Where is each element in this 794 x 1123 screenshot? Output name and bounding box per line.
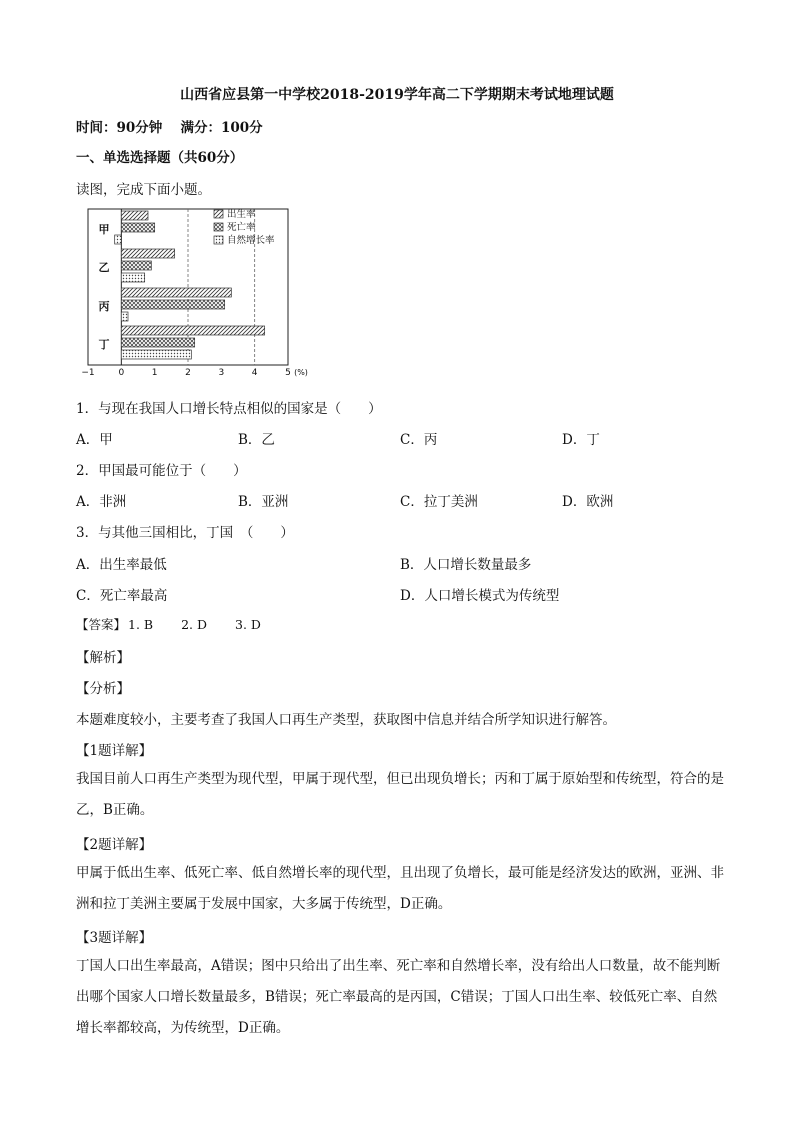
- bar-甲-自然增长率: [115, 235, 122, 244]
- q1-option-b: B．乙: [238, 432, 275, 448]
- q1-option-c: C．丙: [400, 432, 438, 448]
- bar-乙-自然增长率: [121, 273, 144, 282]
- q2-option-d: D．欧洲: [562, 494, 614, 510]
- legend-swatch-出生率: [214, 210, 223, 218]
- q2-detail-text: 甲属于低出生率、低死亡率、低自然增长率的现代型，且出现了负增长，最可能是经济发达的欧洲，亚洲、非洲和拉丁美洲主要属于发展中国家，大多属于传统型，D正确。: [76, 865, 724, 912]
- q1-detail-heading: 【1题详解】: [76, 743, 153, 759]
- q3-option-c: C．死亡率最高: [76, 588, 168, 604]
- q1-option-d: D．丁: [562, 432, 600, 448]
- intro-text: 读图，完成下面小题。: [76, 182, 211, 198]
- question-3-stem: 3．与其他三国相比，丁国 （ ）: [76, 525, 294, 541]
- x-tick-label-5: 4: [251, 368, 258, 377]
- x-tick-label-0: −1: [81, 368, 95, 377]
- x-tick-label-2: 1: [151, 368, 158, 377]
- category-label-丁: 丁: [98, 338, 110, 351]
- bar-甲-死亡率: [121, 223, 154, 232]
- x-tick-label-4: 3: [218, 368, 225, 377]
- category-label-丙: 丙: [98, 300, 110, 313]
- bar-甲-出生率: [121, 211, 148, 220]
- bar-丙-自然增长率: [121, 312, 128, 321]
- q3-option-a: A．出生率最低: [76, 557, 167, 573]
- x-tick-label-3: 2: [185, 368, 191, 377]
- answer-3: 3. D: [235, 617, 261, 632]
- q3-option-d: D．人口增长模式为传统型: [400, 588, 560, 604]
- question-1-stem: 1．与现在我国人口增长特点相似的国家是（ ）: [76, 401, 382, 417]
- legend-label-死亡率: 死亡率: [227, 222, 256, 233]
- question-2-stem: 2．甲国最可能位于（ ）: [76, 463, 247, 479]
- bar-丁-自然增长率: [121, 350, 191, 359]
- q2-option-a: A．非洲: [76, 494, 127, 510]
- q2-detail-heading: 【2题详解】: [76, 837, 153, 853]
- x-tick-label-1: 0: [118, 368, 125, 377]
- document-title: 山西省应县第一中学校2018-2019学年高二下学期期末考试地理试题: [180, 87, 614, 103]
- section-heading: 一、单选选择题（共60分）: [76, 150, 244, 166]
- q2-option-c: C．拉丁美洲: [400, 494, 478, 510]
- category-label-甲: 甲: [98, 223, 110, 236]
- legend-swatch-死亡率: [214, 223, 223, 231]
- bar-乙-死亡率: [121, 261, 151, 270]
- legend-label-自然增长率: 自然增长率: [227, 235, 275, 246]
- bar-丙-出生率: [121, 288, 231, 297]
- fenxi-text: 本题难度较小，主要考查了我国人口再生产类型，获取图中信息并结合所学知识进行解答。: [76, 712, 616, 728]
- q3-detail-text: 丁国人口出生率最高，A错误；图中只给出了出生率、死亡率和自然增长率，没有给出人口数量，故不能判断出哪个国家人口增长数量最多，B错误；死亡率最高的是丙国，C错误；丁国人口出生率、较低死亡率、自然增长率都较高，为传统型，D正确。: [76, 958, 721, 1036]
- answer-1: 1. B: [128, 617, 154, 632]
- q3-detail-heading: 【3题详解】: [76, 930, 153, 946]
- bar-丁-出生率: [121, 326, 264, 335]
- q2-option-b: B．亚洲: [238, 494, 289, 510]
- legend-label-出生率: 出生率: [227, 209, 256, 220]
- answer-label: 【答案】: [76, 617, 127, 632]
- x-tick-label-6: 5: [285, 368, 291, 377]
- answer-2: 2. D: [181, 617, 208, 632]
- bar-丁-死亡率: [121, 338, 194, 347]
- exam-meta: 时间：90分钟 满分：100分: [76, 120, 263, 136]
- legend-swatch-自然增长率: [214, 236, 223, 244]
- category-label-乙: 乙: [98, 261, 110, 274]
- jiexi-heading: 【解析】: [76, 650, 130, 666]
- population-rate-bar-chart: [80, 205, 320, 377]
- fenxi-heading: 【分析】: [76, 681, 130, 697]
- q3-option-b: B．人口增长数量最多: [400, 557, 532, 573]
- q1-option-a: A．甲: [76, 432, 113, 448]
- q1-detail-text: 我国目前人口再生产类型为现代型，甲属于现代型，但已出现负增长；丙和丁属于原始型和传统型，符合的是乙，B正确。: [76, 771, 724, 818]
- bar-乙-出生率: [121, 249, 174, 258]
- bar-丙-死亡率: [121, 300, 224, 309]
- x-axis-unit: (%): [294, 368, 308, 377]
- answer-line: [76, 615, 289, 633]
